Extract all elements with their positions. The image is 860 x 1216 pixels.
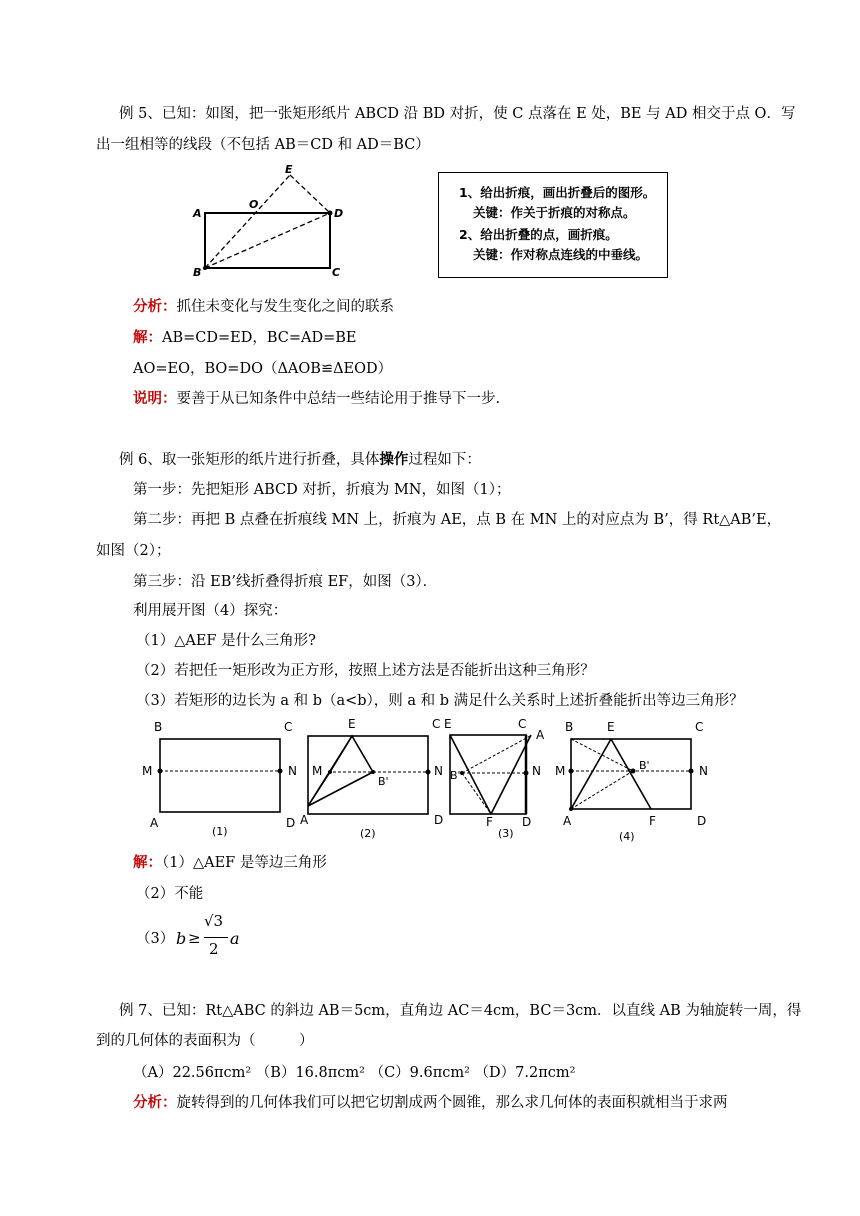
ex7-line2: 到的几何体的表面积为（ ）: [96, 1033, 314, 1049]
f1-label-b: B: [154, 720, 163, 734]
ex5-line2: 出一组相等的线段（不包括 AB＝CD 和 AD＝BC）: [96, 137, 430, 153]
ex6-intro-b: 过程如下：: [408, 452, 481, 468]
ex5-analysis: [133, 297, 394, 317]
f4-caption: (4): [619, 830, 635, 843]
ex5-label-a: A: [193, 207, 202, 220]
f2-label-bp: B': [378, 775, 389, 788]
ex5-label-d: D: [334, 207, 344, 220]
f2-label-d: D: [434, 813, 444, 827]
ex7-line1: 例 7、已知：Rt△ABC 的斜边 AB＝5cm，直角边 AC＝4cm，BC＝3cm．以直线 AB 为轴旋转一周，得: [119, 1003, 802, 1019]
f1-label-a: A: [150, 816, 159, 830]
ex6-intro: [119, 450, 481, 470]
formula-den: 2: [209, 940, 219, 958]
formula-b: b: [176, 929, 187, 948]
ex5-tip-box: [438, 172, 668, 278]
note-label: 说明：: [133, 390, 177, 407]
solution-label: 解：: [133, 329, 162, 346]
tip-2: 2、给出折叠的点，画折痕。: [459, 227, 618, 242]
f1-label-n: N: [288, 764, 297, 778]
f3-label-d: D: [522, 815, 532, 829]
ex7-analysis-text: 旋转得到的几何体我们可以把它切割成两个圆锥，那么求几何体的表面积就相当于求两: [176, 1095, 728, 1111]
f4-label-e: E: [607, 720, 615, 734]
ex6-answer-2: （2）不能: [136, 886, 204, 902]
f1-label-m: M: [142, 764, 153, 778]
f4-label-m: M: [555, 764, 566, 778]
note-text: 要善于从已知条件中总结一些结论用于推导下一步.: [176, 391, 501, 407]
f4-label-b: B: [565, 720, 574, 734]
ex6-q3: （3）若矩形的边长为 a 和 b（a<b），则 a 和 b 满足什么关系时上述折叠能折出等边三角形？: [136, 693, 744, 709]
ex6-step2b: 如图（2）；: [96, 543, 171, 559]
ex6-figure-4: [553, 713, 723, 848]
f4-label-d: D: [697, 814, 707, 828]
ex6-q2: （2）若把任一矩形改为正方形，按照上述方法是否能折出这种三角形？: [136, 663, 595, 679]
f3-label-bp: B': [450, 769, 461, 782]
f4-label-a: A: [563, 814, 572, 828]
f3-label-a: A: [536, 728, 545, 742]
ex6-intro-bold: 操作: [379, 451, 409, 468]
ex6-solution-label: 解：: [133, 854, 162, 871]
f4-label-n: N: [699, 764, 708, 778]
ex7-analysis-label: 分析：: [133, 1094, 177, 1111]
f4-label-bp: B': [639, 759, 650, 772]
ex6-step1: 第一步：先把矩形 ABCD 对折，折痕为 MN，如图（1）；: [133, 482, 511, 498]
ex7-analysis: [133, 1093, 728, 1113]
ex6-step3: 第三步：沿 EB’线折叠得折痕 EF，如图（3）．: [133, 574, 438, 590]
f3-label-c: C: [518, 717, 527, 731]
f3-label-e: E: [444, 717, 452, 731]
f2-caption: (2): [360, 827, 376, 840]
formula-ge: ≥: [188, 929, 201, 947]
ex6-answer-3-prefix: （3）: [136, 931, 175, 947]
f3-caption: (3): [498, 827, 514, 840]
f3-label-n: N: [532, 764, 541, 778]
ex6-intro-a: 例 6、取一张矩形的纸片进行折叠，具体: [119, 452, 380, 468]
formula-a: a: [230, 929, 240, 948]
ex6-answer-1: [133, 853, 327, 873]
ex6-figure-3: [440, 713, 560, 843]
f2-label-a: A: [300, 813, 309, 827]
ex5-label-o: O: [249, 198, 259, 211]
ex5-label-c: C: [332, 266, 341, 279]
ex6-a1-text: （1）△AEF 是等边三角形: [162, 855, 327, 871]
f1-label-c: C: [284, 720, 293, 734]
f2-label-m: M: [312, 764, 323, 778]
ex6-answer-3-formula: [176, 912, 246, 964]
ex5-solution-2: AO=EO，BO=DO（ΔAOB≌ΔEOD）: [133, 361, 393, 377]
ex5-line1: 例 5、已知：如图，把一张矩形纸片 ABCD 沿 BD 对折，使 C 点落在 E 处，BE 与 AD 相交于点 O．写: [119, 106, 796, 122]
ex6-figure-2: [298, 713, 448, 843]
tip-2-key: 关键：作对称点连线的中垂线。: [473, 247, 649, 262]
ex5-note: [133, 389, 500, 409]
f4-label-f: F: [649, 814, 656, 828]
f2-label-n: N: [434, 764, 443, 778]
ex5-figure: [185, 163, 355, 283]
tip-1-key: 关键：作关于折痕的对称点。: [473, 205, 636, 220]
formula-num: √3: [204, 912, 224, 930]
ex5-label-b: B: [193, 266, 202, 279]
tip-1: 1、给出折痕，画出折叠后的图形。: [459, 185, 656, 200]
f4-label-c: C: [695, 720, 704, 734]
ex7-options: （A）22.56πcm² （B）16.8πcm² （C）9.6πcm² （D）7.2πcm²: [133, 1065, 576, 1081]
f2-label-c: C: [432, 717, 441, 731]
f1-label-d: D: [286, 816, 296, 830]
ex6-explore: 利用展开图（4）探究：: [133, 603, 288, 619]
ex5-label-e: E: [285, 163, 293, 176]
ex6-figure-1: [140, 713, 310, 843]
ex6-step2: 第二步：再把 B 点叠在折痕线 MN 上，折痕为 AE，点 B 在 MN 上的对应点为 B’，得 Rt△AB’E，: [133, 512, 782, 528]
formula-bar: [204, 937, 228, 938]
analysis-text: 抓住未变化与发生变化之间的联系: [176, 299, 394, 315]
ex5-solution: [133, 328, 357, 348]
f3-label-f: F: [486, 815, 493, 829]
f2-label-e: E: [348, 717, 356, 731]
f1-caption: (1): [212, 825, 228, 838]
solution-text: AB=CD=ED，BC=AD=BE: [162, 330, 357, 346]
analysis-label: 分析：: [133, 298, 177, 315]
ex6-q1: （1）△AEF 是什么三角形?: [136, 633, 316, 649]
